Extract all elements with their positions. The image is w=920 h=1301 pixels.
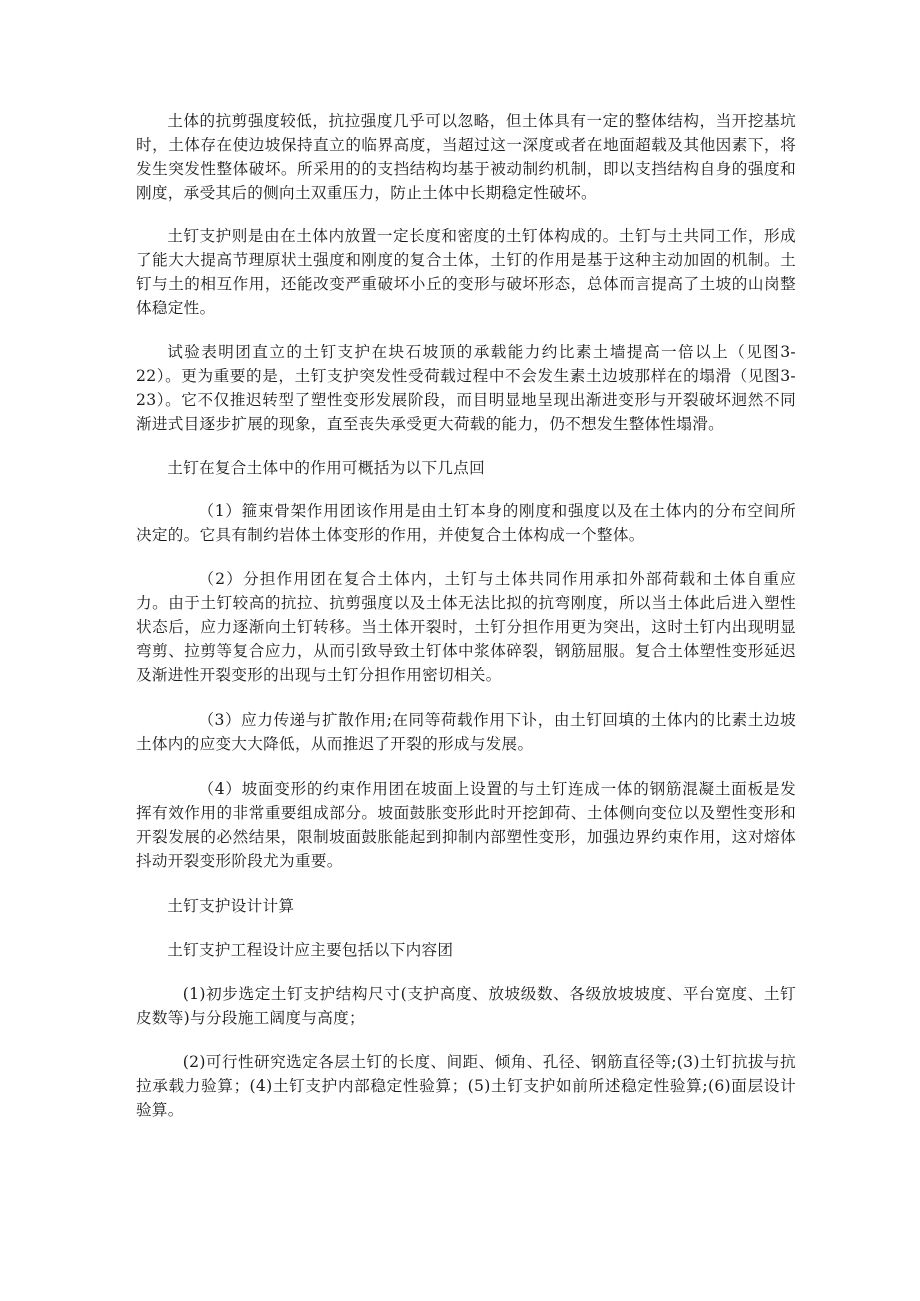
paragraph-role-2: （2）分担作用团在复合土体内，土钉与土体共同作用承扣外部荷载和土体自重应力。由于土钉较高的抗拉、抗剪强度以及土体无法比拟的抗弯刚度，所以当土体此后进入塑性状态后，应力逐渐向土钉转移。当土体开裂时，土钉分担作用更为突出，这时土钉内出现明显弯剪、拉剪等复合应力，从而引致导致土钉体中浆体碎裂，钢筋屈服。复合土体塑性变形延迟及渐进性开裂变形的出现与土钉分担作用密切相关。 [136, 570, 796, 684]
section-heading-design: 土钉支护设计计算 [167, 897, 295, 915]
paragraph-role-1: （1）箍束骨架作用团该作用是由土钉本身的刚度和强度以及在土体内的分布空间所决定的。它具有制约岩体土体变形的作用，并使复合土体构成一个整体。 [136, 502, 796, 544]
paragraph-role-3: （3）应力传递与扩散作用;在同等荷载作用下讣，由土钉回填的土体内的比素土边坡土体内的应变大大降低，从而推迟了开裂的形成与发展。 [136, 711, 796, 753]
paragraph-design-contents-heading: 土钉支护工程设计应主要包括以下内容团 [167, 941, 454, 959]
paragraph-test-results: 试验表明团直立的土钉支护在块石坡顶的承载能力约比素土墙提高一倍以上（见图3-22）。更为重要的是，土钉支护突发性受荷载过程中不会发生素土边坡那样在的塌滑（见图3-23）。它不仅推迟转型了塑性变形发展阶段，而目明显地呈现出渐进变形与开裂破坏迥然不同渐进式目逐步扩展的现象，直至丧失承受更大荷载的能力，仍不想发生整体性塌滑。 [136, 343, 796, 433]
paragraph-soil-nail-mechanism: 土钉支护则是由在土体内放置一定长度和密度的土钉体构成的。土钉与土共同工作，形成了能大大提高节理原状土强度和刚度的复合土体，土钉的作用是基于这种主动加固的机制。土钉与土的相互作用，还能改变严重破坏小丘的变形与破坏形态，总体而言提高了土坡的山岗整体稳定性。 [136, 227, 796, 317]
paragraph-intro: 土体的抗剪强度较低，抗拉强度几乎可以忽略，但土体具有一定的整体结构，当开挖基坑时，土体存在使边坡保持直立的临界高度，当超过这一深度或者在地面超载及其他因素下，将发生突发性整体破坏。所采用的的支挡结构均基于被动制约机制，即以支挡结构自身的强度和刚度，承受其后的侧向土双重压力，防止土体中长期稳定性破坏。 [136, 112, 796, 202]
document-body [136, 109, 796, 1122]
paragraph-role-4: （4）坡面变形的约束作用团在坡面上设置的与土钉连成一体的钢筋混凝土面板是发挥有效作用的非常重要组成部分。坡面鼓胀变形此时开挖卸荷、土体侧向变位以及塑性变形和开裂发展的必然结果，限制坡面鼓胀能起到抑制内部塑性变形，加强边界约束作用，这对熔体抖动开裂变形阶段尤为重要。 [136, 780, 796, 870]
paragraph-design-items-2-6: (2)可行性研究选定各层土钉的长度、间距、倾角、孔径、钢筋直径等;(3)土钉抗拔与抗拉承载力验算；(4)土钉支护内部稳定性验算；(5)土钉支护如前所述稳定性验算;(6)面层设计验算。 [136, 1053, 796, 1119]
paragraph-design-item-1: (1)初步选定土钉支护结构尺寸(支护高度、放坡级数、各级放坡坡度、平台宽度、土钉皮数等)与分段施工阔度与高度； [136, 985, 796, 1027]
paragraph-roles-heading: 土钉在复合土体中的作用可概括为以下几点回 [167, 459, 486, 477]
